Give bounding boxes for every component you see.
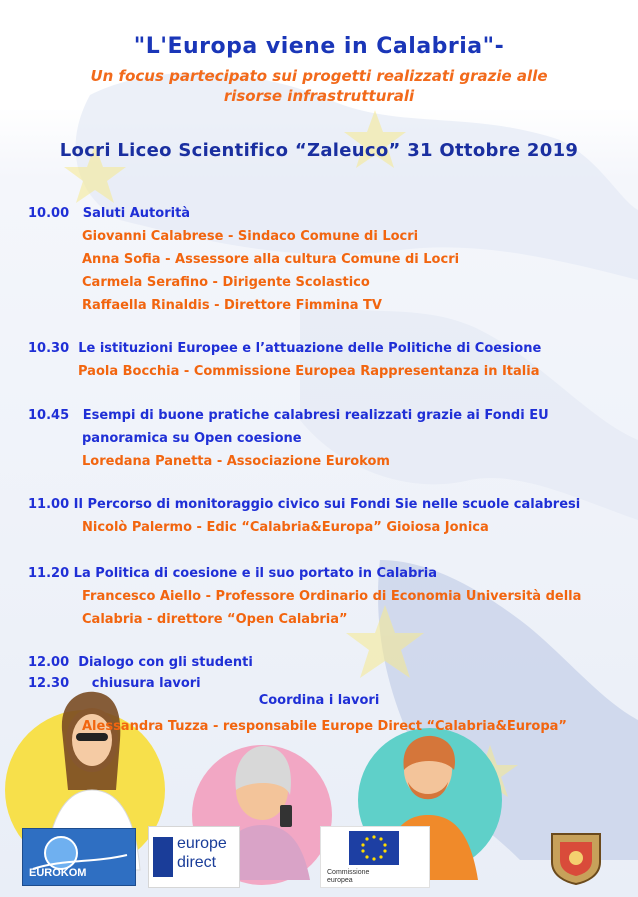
speaker: Carmela Serafino - Dirigente Scolastico (82, 275, 370, 290)
eu-flag-icon (349, 831, 399, 865)
program-time: 11.00 (28, 497, 70, 512)
page-subtitle (0, 66, 638, 106)
speaker: Francesco Aiello - Professore Ordinario di Economia Università della (82, 589, 582, 604)
program-title: Le istituzioni Europee e l’attuazione delle Politiche di Coesione (78, 341, 542, 356)
subtitle-line-2: risorse infrastrutturali (223, 87, 415, 105)
program-item-1200 (28, 655, 253, 670)
program-item-1120 (28, 566, 437, 581)
speaker: Anna Sofia - Assessore alla cultura Comune di Locri (82, 252, 460, 267)
europe-direct-text-1: europe (177, 835, 227, 852)
program-title: Dialogo con gli studenti (78, 655, 253, 670)
page-title: "L'Europa viene in Calabria"- (133, 34, 505, 59)
program-item-1000 (28, 206, 190, 221)
commission-text-1: Commissione (327, 869, 370, 876)
program-item-1100 (28, 497, 580, 512)
speaker: Loredana Panetta - Associazione Eurokom (82, 454, 390, 469)
speaker: Nicolò Palermo - Edic “Calabria&Europa” Gioiosa Jonica (82, 520, 489, 535)
speaker: Paola Bocchia - Commissione Europea Rappresentanza in Italia (78, 364, 540, 379)
program-time: 10.30 (28, 341, 70, 356)
speaker: Raffaella Rinaldis - Direttore Fimmina TV (82, 298, 382, 313)
program-time: 10.00 (28, 206, 70, 221)
program-title: La Politica di coesione e il suo portato in Calabria (73, 566, 438, 581)
program-item-1230 (28, 676, 201, 691)
eurokom-text: EUROKOM (29, 867, 87, 879)
commission-text-2: europea (327, 877, 353, 884)
program-subtitle: panoramica su Open coesione (82, 431, 302, 446)
program-time: 12.00 (28, 655, 70, 670)
eurokom-logo (22, 828, 136, 886)
eu-flag-icon (153, 837, 173, 877)
program-item-1045 (28, 408, 549, 423)
europe-direct-logo (148, 826, 240, 888)
coordinator-label: Coordina i lavori (258, 693, 380, 708)
school-crest-logo (546, 828, 606, 886)
subtitle-line-1: Un focus partecipato sui progetti realizzati grazie alle (90, 67, 548, 85)
program-title: Il Percorso di monitoraggio civico sui Fondi Sie nelle scuole calabresi (73, 497, 581, 512)
europe-direct-text-2: direct (177, 854, 217, 871)
coordinator-name: Alessandra Tuzza - responsabile Europe Direct “Calabria&Europa” (82, 719, 567, 734)
program-title: chiusura lavori (91, 676, 201, 691)
event-venue-date: Locri Liceo Scientifico “Zaleuco” 31 Ottobre 2019 (59, 140, 579, 161)
program-time: 12.30 (28, 676, 70, 691)
program-title: Saluti Autorità (82, 206, 191, 221)
speaker: Calabria - direttore “Open Calabria” (82, 612, 348, 627)
program-title: Esempi di buone pratiche calabresi realizzati grazie ai Fondi EU (82, 408, 549, 423)
european-commission-logo (320, 826, 430, 888)
speaker: Giovanni Calabrese - Sindaco Comune di Locri (82, 229, 419, 244)
program-item-1030 (28, 341, 541, 356)
program-time: 11.20 (28, 566, 70, 581)
program-time: 10.45 (28, 408, 70, 423)
